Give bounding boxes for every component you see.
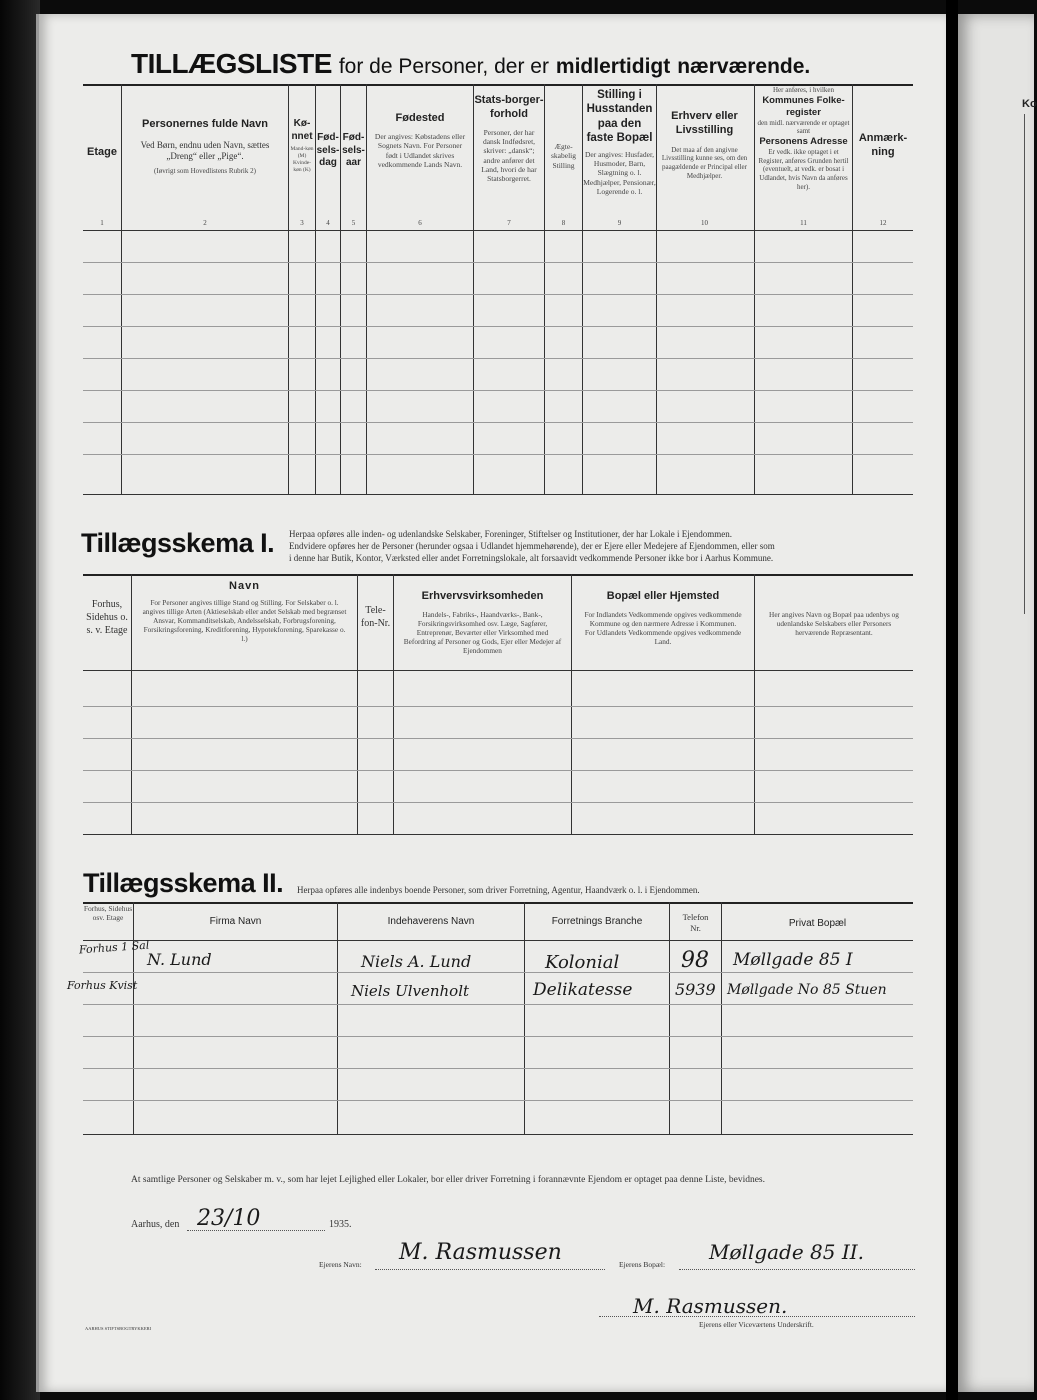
col-register-note-top: Her anføres, i hvilken bbox=[772, 86, 835, 94]
col-register-note: Er vedk. ikke optaget i et Register, anføres Grunden hertil (eventuelt, at vedk. er bosat i Udlandet, hvis Navn da anføres her). bbox=[758, 147, 849, 191]
schema1-description bbox=[289, 528, 919, 564]
s2-col-etage: Forhus, Sidehus osv. Etage bbox=[83, 904, 133, 923]
col-sex-head bbox=[289, 118, 315, 174]
col-marital-head: Ægte-skabelig Stilling bbox=[551, 142, 576, 170]
col-occupation-note: Det maa af den angivne Livsstilling kunne ses, om den paagældende er Principal eller Medhjælper. bbox=[661, 145, 748, 180]
col-register-head bbox=[755, 86, 852, 192]
col-name-head bbox=[123, 118, 287, 176]
main-title bbox=[131, 48, 810, 80]
signature-handwritten: M. Rasmussen. bbox=[633, 1294, 788, 1318]
s2-r1-firma: N. Lund bbox=[147, 950, 212, 969]
col-citizenship-title: Stats-borger-forhold bbox=[474, 94, 544, 120]
s2-col-branche: Forretnings Branche bbox=[551, 916, 643, 927]
s2-col-firma: Firma Navn bbox=[209, 916, 262, 927]
schema1-desc-3: i denne har Butik, Kontor, Værksted eller andet Forretningslokale, alt forsaavidt vedkommende Personer ikke bor i Aarhus Kommune. bbox=[289, 553, 774, 564]
s2-col-bopael: Privat Bopæl bbox=[788, 918, 847, 929]
owner-address-label: Ejerens Bopæl: bbox=[619, 1260, 666, 1269]
s1-bopael-title: Bopæl eller Hjemsted bbox=[606, 590, 720, 602]
right-page-fragment bbox=[958, 14, 1037, 1392]
main-title-rest: for de Personer, der er bbox=[338, 55, 549, 78]
col-name-note: Ved Børn, endnu uden Navn, sættes „Dreng“ eller „Pige“. bbox=[140, 139, 270, 162]
s2-r1-etage: Forhus 1 Sal bbox=[78, 938, 150, 957]
main-title-bold2: midlertidigt bbox=[555, 55, 671, 78]
s2-r1-branche: Kolonial bbox=[545, 952, 620, 973]
col-num-12: 12 bbox=[879, 219, 887, 227]
col-num-7: 7 bbox=[507, 219, 511, 227]
schema1-desc-2: Endvidere opføres her de Personer (herunder ogsaa i Udlandet hjemmehørende), der er Ejere eller Medejere af Ejendommen, eller som bbox=[289, 541, 775, 552]
col-citizenship-note: Personer, der har dansk Indfødsret, skriver: „dansk“; andre anfører det Land, hvori de har Statsborgerret. bbox=[481, 127, 537, 184]
s2-col-telefon: Telefon Nr. bbox=[682, 912, 709, 934]
col-household-note: Der angives: Husfader, Husmoder, Barn, Slægtning o. l. Medhjælper, Pensionær, Logerende o. l. bbox=[583, 149, 656, 196]
owner-address-handwritten: Møllgade 85 II. bbox=[709, 1240, 864, 1264]
col-birthplace-title: Fødested bbox=[395, 112, 445, 124]
s1-navn-note: For Personer angives tillige Stand og Stilling. For Selskaber o. l. angives tillige Arten (Aktieselskab eller andet Selskab med begrænset Ansvar, Kommanditselskab, Andelsselskab, Forbrugsforening, Forsikringsforening, Kreditforening, Hypotekforening, Sparekasse o. l.) bbox=[142, 597, 347, 644]
col-birthplace-note: Der angives: Købstadens eller Sognets Navn. For Personer født i Udlandet skrives vedkommende Lands Navn. bbox=[374, 131, 466, 169]
main-title-end: nærværende. bbox=[677, 55, 811, 78]
signature-label: Ejerens eller Viceværtens Underskrift. bbox=[699, 1320, 814, 1329]
s2-r1-bopael: Møllgade 85 I bbox=[733, 950, 853, 970]
col-bday-head: Fød-sels-dag bbox=[316, 132, 340, 168]
col-num-5: 5 bbox=[351, 219, 356, 227]
schema2-title: Tillægsskema II. bbox=[83, 868, 284, 898]
s2-col-indehaver: Indehaverens Navn bbox=[387, 916, 475, 927]
certification-statement: At samtlige Personer og Selskaber m. v., som har lejet Lejlighed eller Lokaler, bor eller driver Forretning i forannævnte Ejendom er optaget paa denne Liste, bevidnes. bbox=[131, 1175, 765, 1185]
schema2-description: Herpaa opføres alle indenbys boende Personer, som driver Forretning, Agentur, Haandværk o. l. i Ejendommen. bbox=[297, 885, 700, 895]
col-household-head bbox=[583, 88, 656, 196]
book-gutter bbox=[946, 0, 958, 1400]
year-label: 1935. bbox=[329, 1219, 352, 1230]
col-register-note-mid: den midl. nærværende er optaget samt bbox=[757, 118, 850, 136]
col-citizenship-head bbox=[474, 94, 544, 184]
col-register-title2: Personens Adresse bbox=[759, 136, 848, 147]
s2-r2-bopael: Møllgade No 85 Stuen bbox=[727, 982, 887, 998]
date-handwritten: 23/10 bbox=[197, 1206, 261, 1231]
col-birthplace-head bbox=[367, 112, 473, 169]
owner-name-handwritten: M. Rasmussen bbox=[399, 1240, 562, 1265]
col-num-11: 11 bbox=[800, 219, 807, 227]
book-left-edge bbox=[0, 0, 40, 1400]
col-num-9: 9 bbox=[617, 219, 622, 227]
right-page-text: Ko bbox=[1022, 98, 1037, 110]
col-sex-note: Mand-køn (M) Kvinde-køn (K) bbox=[290, 146, 314, 173]
s1-navn-title: Navn bbox=[229, 580, 260, 592]
col-num-10: 10 bbox=[701, 219, 708, 227]
schema1-desc-1: Herpaa opføres alle inden- og udenlandske Selskaber, Foreninger, Stiftelser og Institutioner, der har Lokale i Ejendommen. bbox=[289, 529, 733, 539]
s1-col-navn bbox=[132, 580, 357, 643]
s2-r1-telefon: 98 bbox=[681, 948, 709, 973]
s1-erhverv-note: Handels-, Fabriks-, Haandværks-, Bank-, Forsikringsvirksomhed osv. Læge, Sagfører, Entreprenør, Beværter eller Virksomhed med Befordring af Personer og Gods, Ejer eller Medejer af Ejendommen bbox=[403, 609, 562, 656]
s1-col-erhverv bbox=[394, 590, 571, 655]
city-label: Aarhus, den bbox=[131, 1219, 180, 1230]
col-remark-head: Anmærk-ning bbox=[858, 132, 908, 158]
main-title-bold: TILLÆGSLISTE bbox=[131, 48, 332, 79]
owner-name-label: Ejerens Navn: bbox=[319, 1260, 362, 1269]
col-num-1: 1 bbox=[100, 219, 104, 227]
col-num-8: 8 bbox=[561, 219, 566, 227]
col-num-2: 2 bbox=[203, 219, 207, 227]
col-household-title: Stilling i Husstanden paa den faste Bopæl bbox=[586, 89, 653, 145]
s2-r2-branche: Delikatesse bbox=[533, 980, 633, 1000]
col-byear-head: Fød-sels-aar bbox=[342, 132, 365, 168]
printer-imprint: AARHUS STIFTSBOGTRYKKERI bbox=[85, 1326, 152, 1331]
s2-r2-etage: Forhus Kvist bbox=[67, 979, 138, 992]
s1-col-telefon: Tele-fon-Nr. bbox=[360, 605, 391, 629]
s1-bopael-note: For Indlandets Vedkommende opgives vedkommende Kommune og den nærmere Adresse i Kommunen. For Udlandets Vedkommende opgives vedkommende Land. bbox=[584, 609, 742, 647]
s1-erhverv-title: Erhvervsvirksomheden bbox=[421, 590, 544, 602]
form-page bbox=[36, 14, 946, 1392]
col-num-3: 3 bbox=[300, 219, 304, 227]
col-occupation-title: Erhverv eller Livsstilling bbox=[671, 110, 738, 136]
col-name-title: Personernes fulde Navn bbox=[142, 118, 268, 130]
col-num-4: 4 bbox=[326, 219, 330, 227]
s1-col-repr: Her angives Navn og Bopæl paa udenbys og udenlandske Selskabers eller Personers herværende Repræsentant. bbox=[769, 610, 899, 638]
col-etage-head: Etage bbox=[87, 146, 117, 158]
s2-r2-indehaver: Niels Ulvenholt bbox=[351, 982, 470, 1000]
schema1-title: Tillægsskema I. bbox=[81, 528, 275, 558]
col-register-title: Kommunes Folke-register bbox=[762, 94, 845, 118]
col-sex-title: Kø-nnet bbox=[291, 118, 313, 142]
col-num-6: 6 bbox=[418, 219, 422, 227]
s2-r1-indehaver: Niels A. Lund bbox=[361, 952, 472, 971]
col-occupation-head bbox=[655, 110, 754, 181]
s1-col-bopael bbox=[572, 590, 754, 646]
s1-col-etage: Forhus, Sidehus o. s. v. Etage bbox=[86, 599, 128, 636]
s2-r2-telefon: 5939 bbox=[675, 980, 716, 999]
col-name-note2: (Iøvrigt som Hovedlistens Rubrik 2) bbox=[154, 167, 256, 176]
